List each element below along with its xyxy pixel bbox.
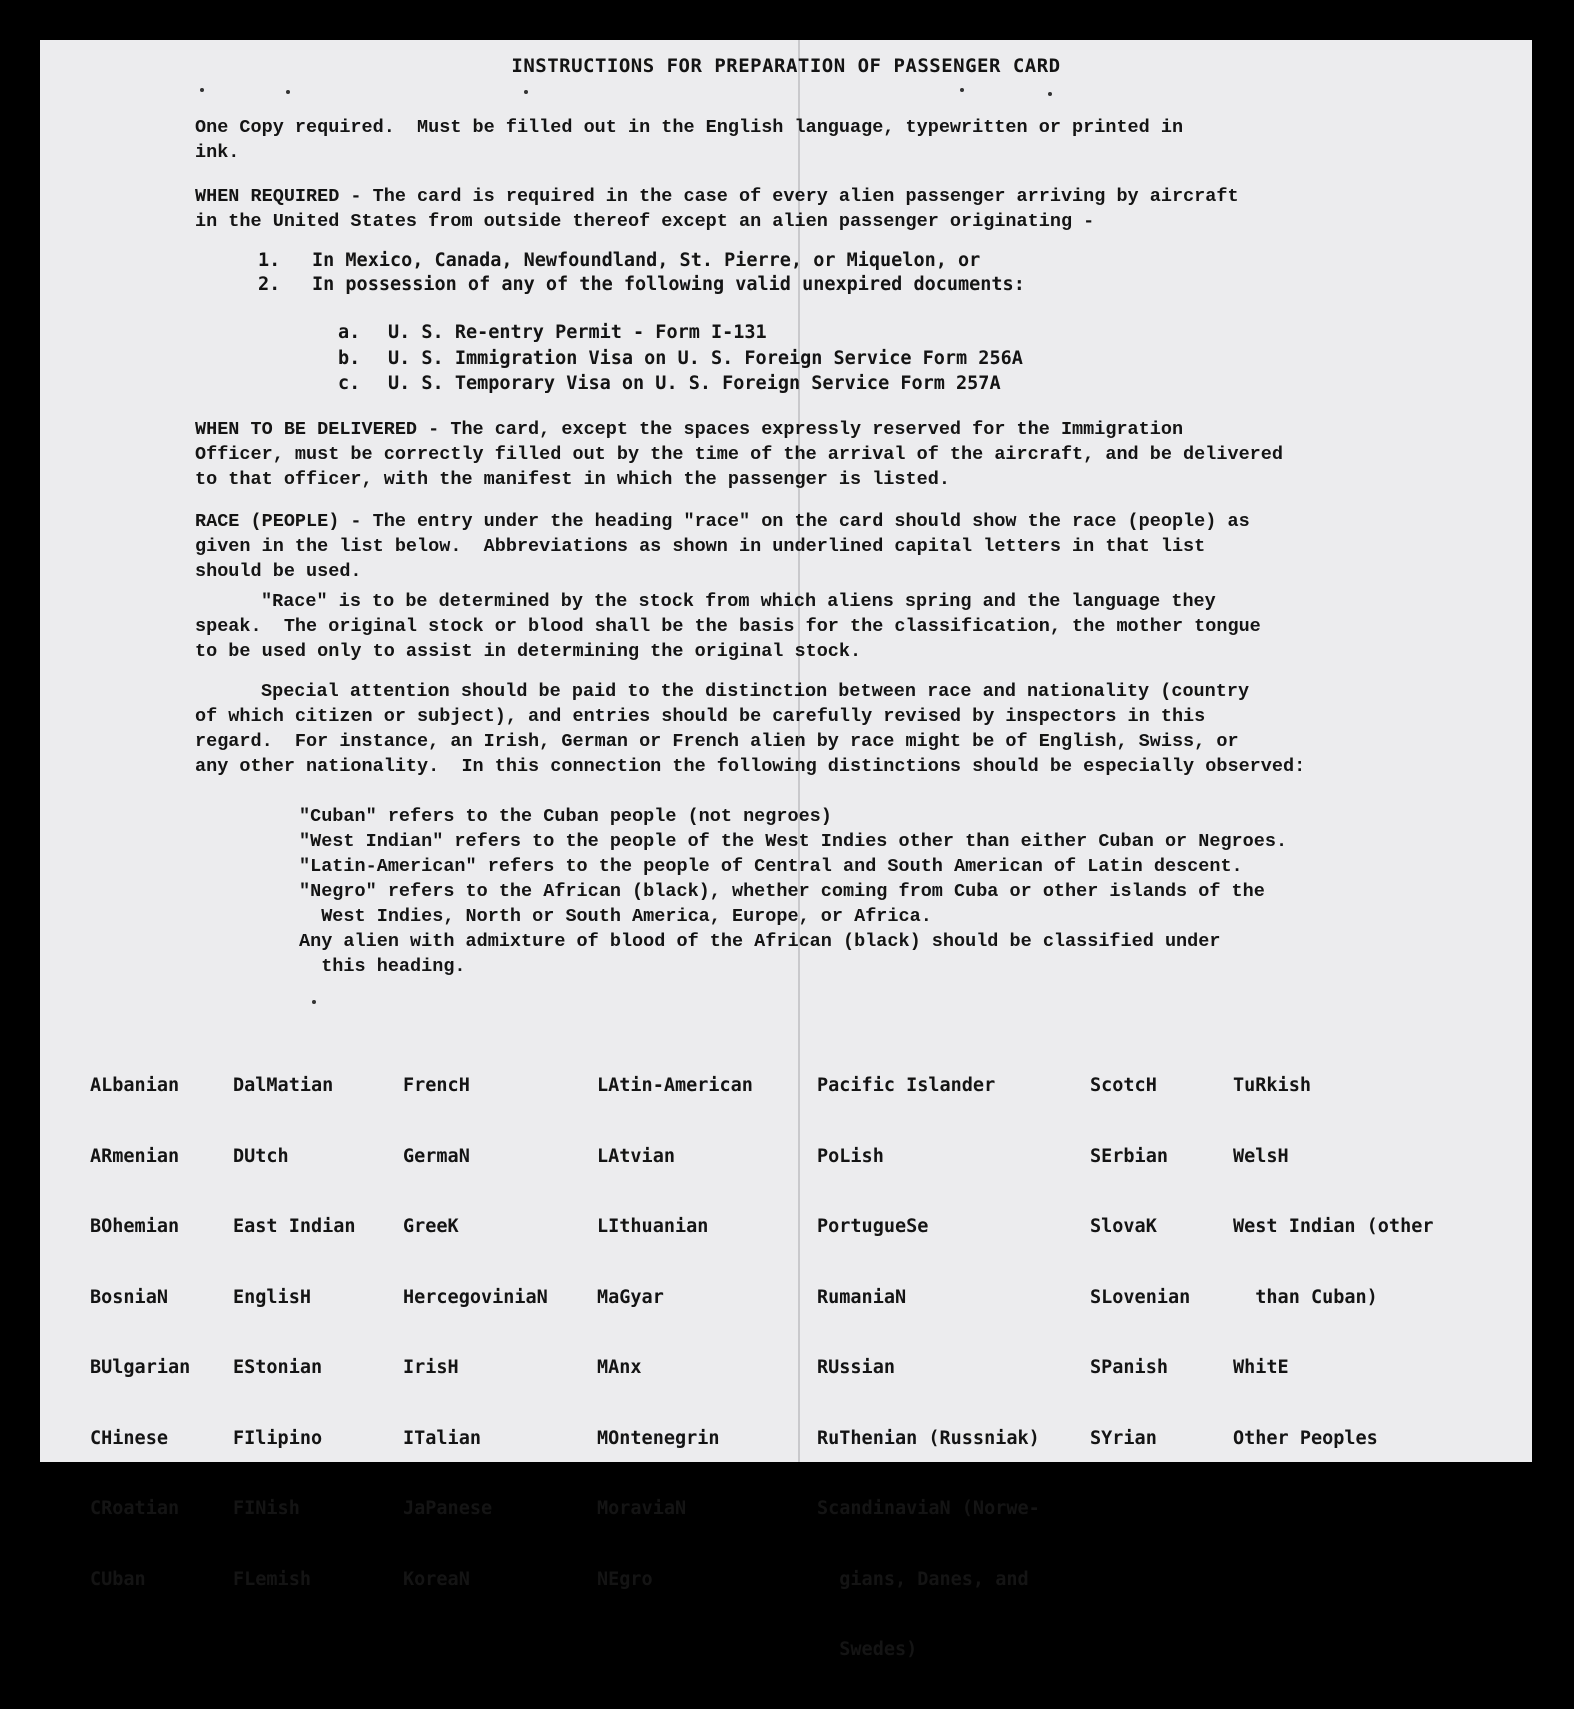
race-entry: ScotcH xyxy=(1090,1075,1157,1096)
numbered-item-number: 1. xyxy=(258,250,281,271)
numbered-item-number: 2. xyxy=(258,274,281,295)
race-entry: DUtch xyxy=(233,1145,289,1167)
race-entry: EnglisH xyxy=(233,1286,311,1308)
race-entry: GreeK xyxy=(403,1216,459,1237)
race-entry: ALbanian xyxy=(90,1075,180,1096)
paragraph-race-determined: "Race" is to be determined by the stock from which aliens spring and the language they speak. The original stock or blood shall be the basis for the classification, the mother tongue to be used only to assist in determining the original stock. xyxy=(195,591,1261,662)
race-column-6 xyxy=(1090,1027,1190,1497)
race-entry: DalMatian xyxy=(233,1075,334,1096)
lettered-item-letter: a. xyxy=(338,322,361,343)
race-column-3 xyxy=(403,1027,548,1638)
race-entry: WelsH xyxy=(1233,1145,1289,1167)
race-entry: gians, Danes, and xyxy=(817,1568,1029,1590)
race-entry: BosniaN xyxy=(90,1286,168,1308)
race-entry: BUlgarian xyxy=(90,1357,191,1378)
race-entry: LIthuanian xyxy=(597,1216,709,1237)
race-entry: SLovenian xyxy=(1090,1286,1191,1308)
race-entry: PoLish xyxy=(817,1145,884,1167)
paragraph-when-delivered: WHEN TO BE DELIVERED - The card, except the spaces expressly reserved for the Immigration Officer, must be correctly filled out by the time of the arrival of the aircraft, and be delivered to that officer, with the manifest in which the passenger is listed. xyxy=(195,419,1283,490)
lettered-item-letter: b. xyxy=(338,348,361,369)
race-entry: CHinese xyxy=(90,1427,168,1449)
ink-speck xyxy=(312,1000,316,1004)
ink-speck xyxy=(1048,92,1052,96)
ink-speck xyxy=(286,90,290,94)
race-entry: MAnx xyxy=(597,1357,642,1378)
paragraph-race-people: RACE (PEOPLE) - The entry under the heading "race" on the card should show the race (people) as given in the list below. Abbreviations as shown in underlined capital letters in that list should be used. xyxy=(195,511,1250,582)
paragraph-special-attention: Special attention should be paid to the distinction between race and nationality (country of which citizen or subject), and entries should be carefully revised by inspectors in this regard. For instance, an Irish, German or French alien by race might be of English, Swiss, or any other nationality. In this connection the following distinctions should be especially observed: xyxy=(195,681,1306,777)
race-entry: SPanish xyxy=(1090,1357,1168,1378)
race-entry: LAtin-American xyxy=(597,1075,753,1096)
race-entry: KoreaN xyxy=(403,1568,470,1590)
race-entry: East Indian xyxy=(233,1216,356,1237)
race-entry: HercegoviniaN xyxy=(403,1286,548,1308)
ink-speck xyxy=(524,90,528,94)
document-page xyxy=(40,40,1532,1660)
race-entry: SYrian xyxy=(1090,1427,1157,1449)
race-entry: WhitE xyxy=(1233,1357,1289,1378)
race-entry: JaPanese xyxy=(403,1498,493,1519)
race-entry: PortugueSe xyxy=(817,1216,929,1237)
race-entry: ScandinaviaN (Norwe- xyxy=(817,1498,1040,1519)
race-entry: FrencH xyxy=(403,1075,470,1096)
numbered-item-text: In possession of any of the following valid unexpired documents: xyxy=(312,274,1025,295)
ink-speck xyxy=(200,88,204,92)
race-entry: IrisH xyxy=(403,1357,459,1378)
race-entry: CRoatian xyxy=(90,1498,180,1519)
race-entry: West Indian (other xyxy=(1233,1216,1434,1237)
race-entry: TuRkish xyxy=(1233,1075,1311,1096)
race-column-2 xyxy=(233,1027,356,1638)
race-entry: MoraviaN xyxy=(597,1498,687,1519)
paragraph-copy-required: One Copy required. Must be filled out in the English language, typewritten or printed in ink. xyxy=(195,117,1184,163)
race-entry: CUban xyxy=(90,1568,146,1590)
distinctions-list: "Cuban" refers to the Cuban people (not negroes) "West Indian" refers to the people of the West Indies other than either Cuban or Negroes. "Latin-American" refers to the people of Central and South American of Latin descent. "Negro" refers to the African (black), whether coming from Cuba or other islands of the West Indies, North or South America, Europe, or Africa. Any alien with admixture of blood of the African (black) should be classified under this heading. xyxy=(299,806,1288,977)
race-entry: Pacific Islander xyxy=(817,1075,996,1096)
paragraph-when-required: WHEN REQUIRED - The card is required in the case of every alien passenger arriving by aircraft in the United States from outside thereof except an alien passenger originating - xyxy=(195,186,1239,232)
race-column-4 xyxy=(597,1027,753,1638)
race-entry: RUssian xyxy=(817,1357,895,1378)
race-entry: FIlipino xyxy=(233,1427,323,1449)
race-entry: MOntenegrin xyxy=(597,1427,720,1449)
ink-speck xyxy=(960,88,964,92)
race-entry: MaGyar xyxy=(597,1286,664,1308)
race-column-7 xyxy=(1233,1027,1433,1497)
race-entry: ARmenian xyxy=(90,1145,180,1167)
race-column-1 xyxy=(90,1027,190,1638)
race-entry: Other Peoples xyxy=(1233,1427,1378,1449)
lettered-item-letter: c. xyxy=(338,373,361,394)
document-title: INSTRUCTIONS FOR PREPARATION OF PASSENGER CARD xyxy=(511,55,1061,77)
race-entry: EStonian xyxy=(233,1357,323,1378)
lettered-item-text: U. S. Re-entry Permit - Form I-131 xyxy=(388,322,767,343)
race-column-5 xyxy=(817,1027,1040,1709)
race-entry: than Cuban) xyxy=(1233,1286,1378,1308)
numbered-item-text: In Mexico, Canada, Newfoundland, St. Pierre, or Miquelon, or xyxy=(312,250,981,271)
race-entry: Swedes) xyxy=(817,1639,918,1660)
race-entry: RumaniaN xyxy=(817,1286,907,1308)
race-entry: NEgro xyxy=(597,1568,653,1590)
lettered-item-text: U. S. Immigration Visa on U. S. Foreign Service Form 256A xyxy=(388,348,1023,369)
race-entry: RuThenian (Russniak) xyxy=(817,1427,1040,1449)
race-entry: GermaN xyxy=(403,1145,470,1167)
lettered-item-text: U. S. Temporary Visa on U. S. Foreign Service Form 257A xyxy=(388,373,1001,394)
race-entry: BOhemian xyxy=(90,1216,180,1237)
race-entry: FLemish xyxy=(233,1568,311,1590)
race-entry: FINish xyxy=(233,1498,300,1519)
race-entry: ITalian xyxy=(403,1427,481,1449)
race-entry: SErbian xyxy=(1090,1145,1168,1167)
race-entry: LAtvian xyxy=(597,1145,675,1167)
race-entry: SlovaK xyxy=(1090,1216,1157,1237)
